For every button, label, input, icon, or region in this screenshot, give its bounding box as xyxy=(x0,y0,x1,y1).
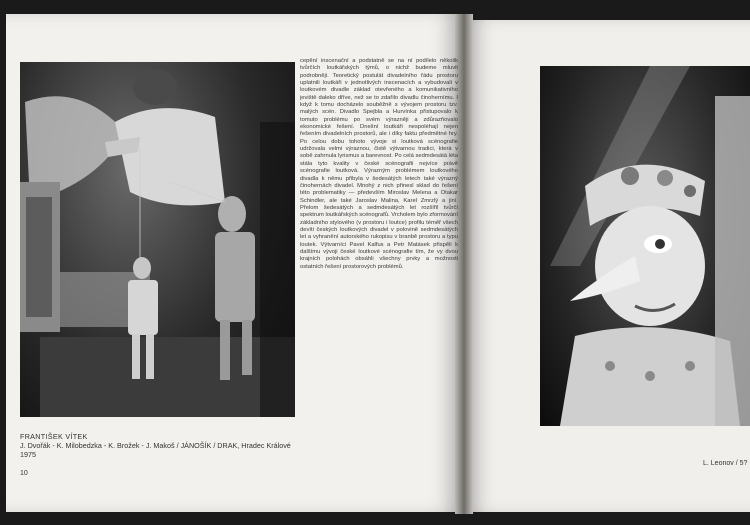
puppet-theatre-photo xyxy=(20,62,295,417)
photo-caption-right: L. Leonov / 5? xyxy=(703,460,748,467)
caption-author: FRANTIŠEK VÍTEK xyxy=(20,432,88,441)
caption-credits: J. Dvořák - K. Milobedzka - K. Brožek - J. Makoš / JÁNOŠÍK / DRAK, Hradec Králové 1975 xyxy=(20,441,291,459)
body-text: cepění inscenační a podstatně se na ní podílelo několik tvůrčích loutkářských týmů, o nichž budeme mluvit podrobněji. Teoretický postulát divadelního řádu prostoru uplatnili loutkáři v jednotlivých inscenacích a vybudovali v loutkovém divadle základ otevřeného a komunikativního jeviště daleko dříve, než se to zdařilo divadlu činohernímu. I když k tomu docházelo souběžně s vývojem prostoru tzv. malých scén. Divadlo Spejbla a Hurvínka přistupovalo k tomuto problému po svém výrazněji a zdůrazňovalo ekonomické řešení. Dnešní loutkáři nespoléhají nejen řešením divadelních prostorů, ale i díky faktu předmětné hry. Po celou dobu tohoto vývoje si loutková scénografie udržovala velmi výraznou, čistě výtvarnou tradici, která v sobě zahrnula lyrismus a barevnost. Po celá sedmdesátá léta stála tyto kvality v české scénografii nejvíce právě scénografie loutková. Výrazným problémem loutkového divadla k němu přibyla v šedesátých letech také výrazný činohernách divadel. Mnohý z nich přinesl sklad do řešení této problematiky — především Miroslav Melena a Otakar Schindler, ale také Jaroslav Malina, Karel Zmrzlý a jiní. Přelom šedesátých a sedmdesátých let rozšířil tvůrčí spektrum loutkářských scénografů. Vrcholem bylo zformování základního stylového (v prostoru i loutce) profilu téměř všech devíti českých loutkových divadel v polovině sedmdesátých let a vyhranění autorského rukopisu v branbě prostoru a typu loutek. Výtvarníci Pavel Kalfus a Petr Matásek přispěli k dalšímu vývoji české loutkové scénografie tím, že vy dvou krajních polohách obsáhli všechny prvky a možnosti ostatních řešení prostorových problémů. xyxy=(300,58,458,270)
body-text-column xyxy=(300,58,458,408)
puppet-closeup-photo-art xyxy=(540,66,750,426)
page-number-left: 10 xyxy=(20,470,28,477)
puppet-theatre-photo-art xyxy=(20,62,295,417)
puppet-closeup-photo xyxy=(540,66,750,426)
photo-caption xyxy=(20,432,300,459)
